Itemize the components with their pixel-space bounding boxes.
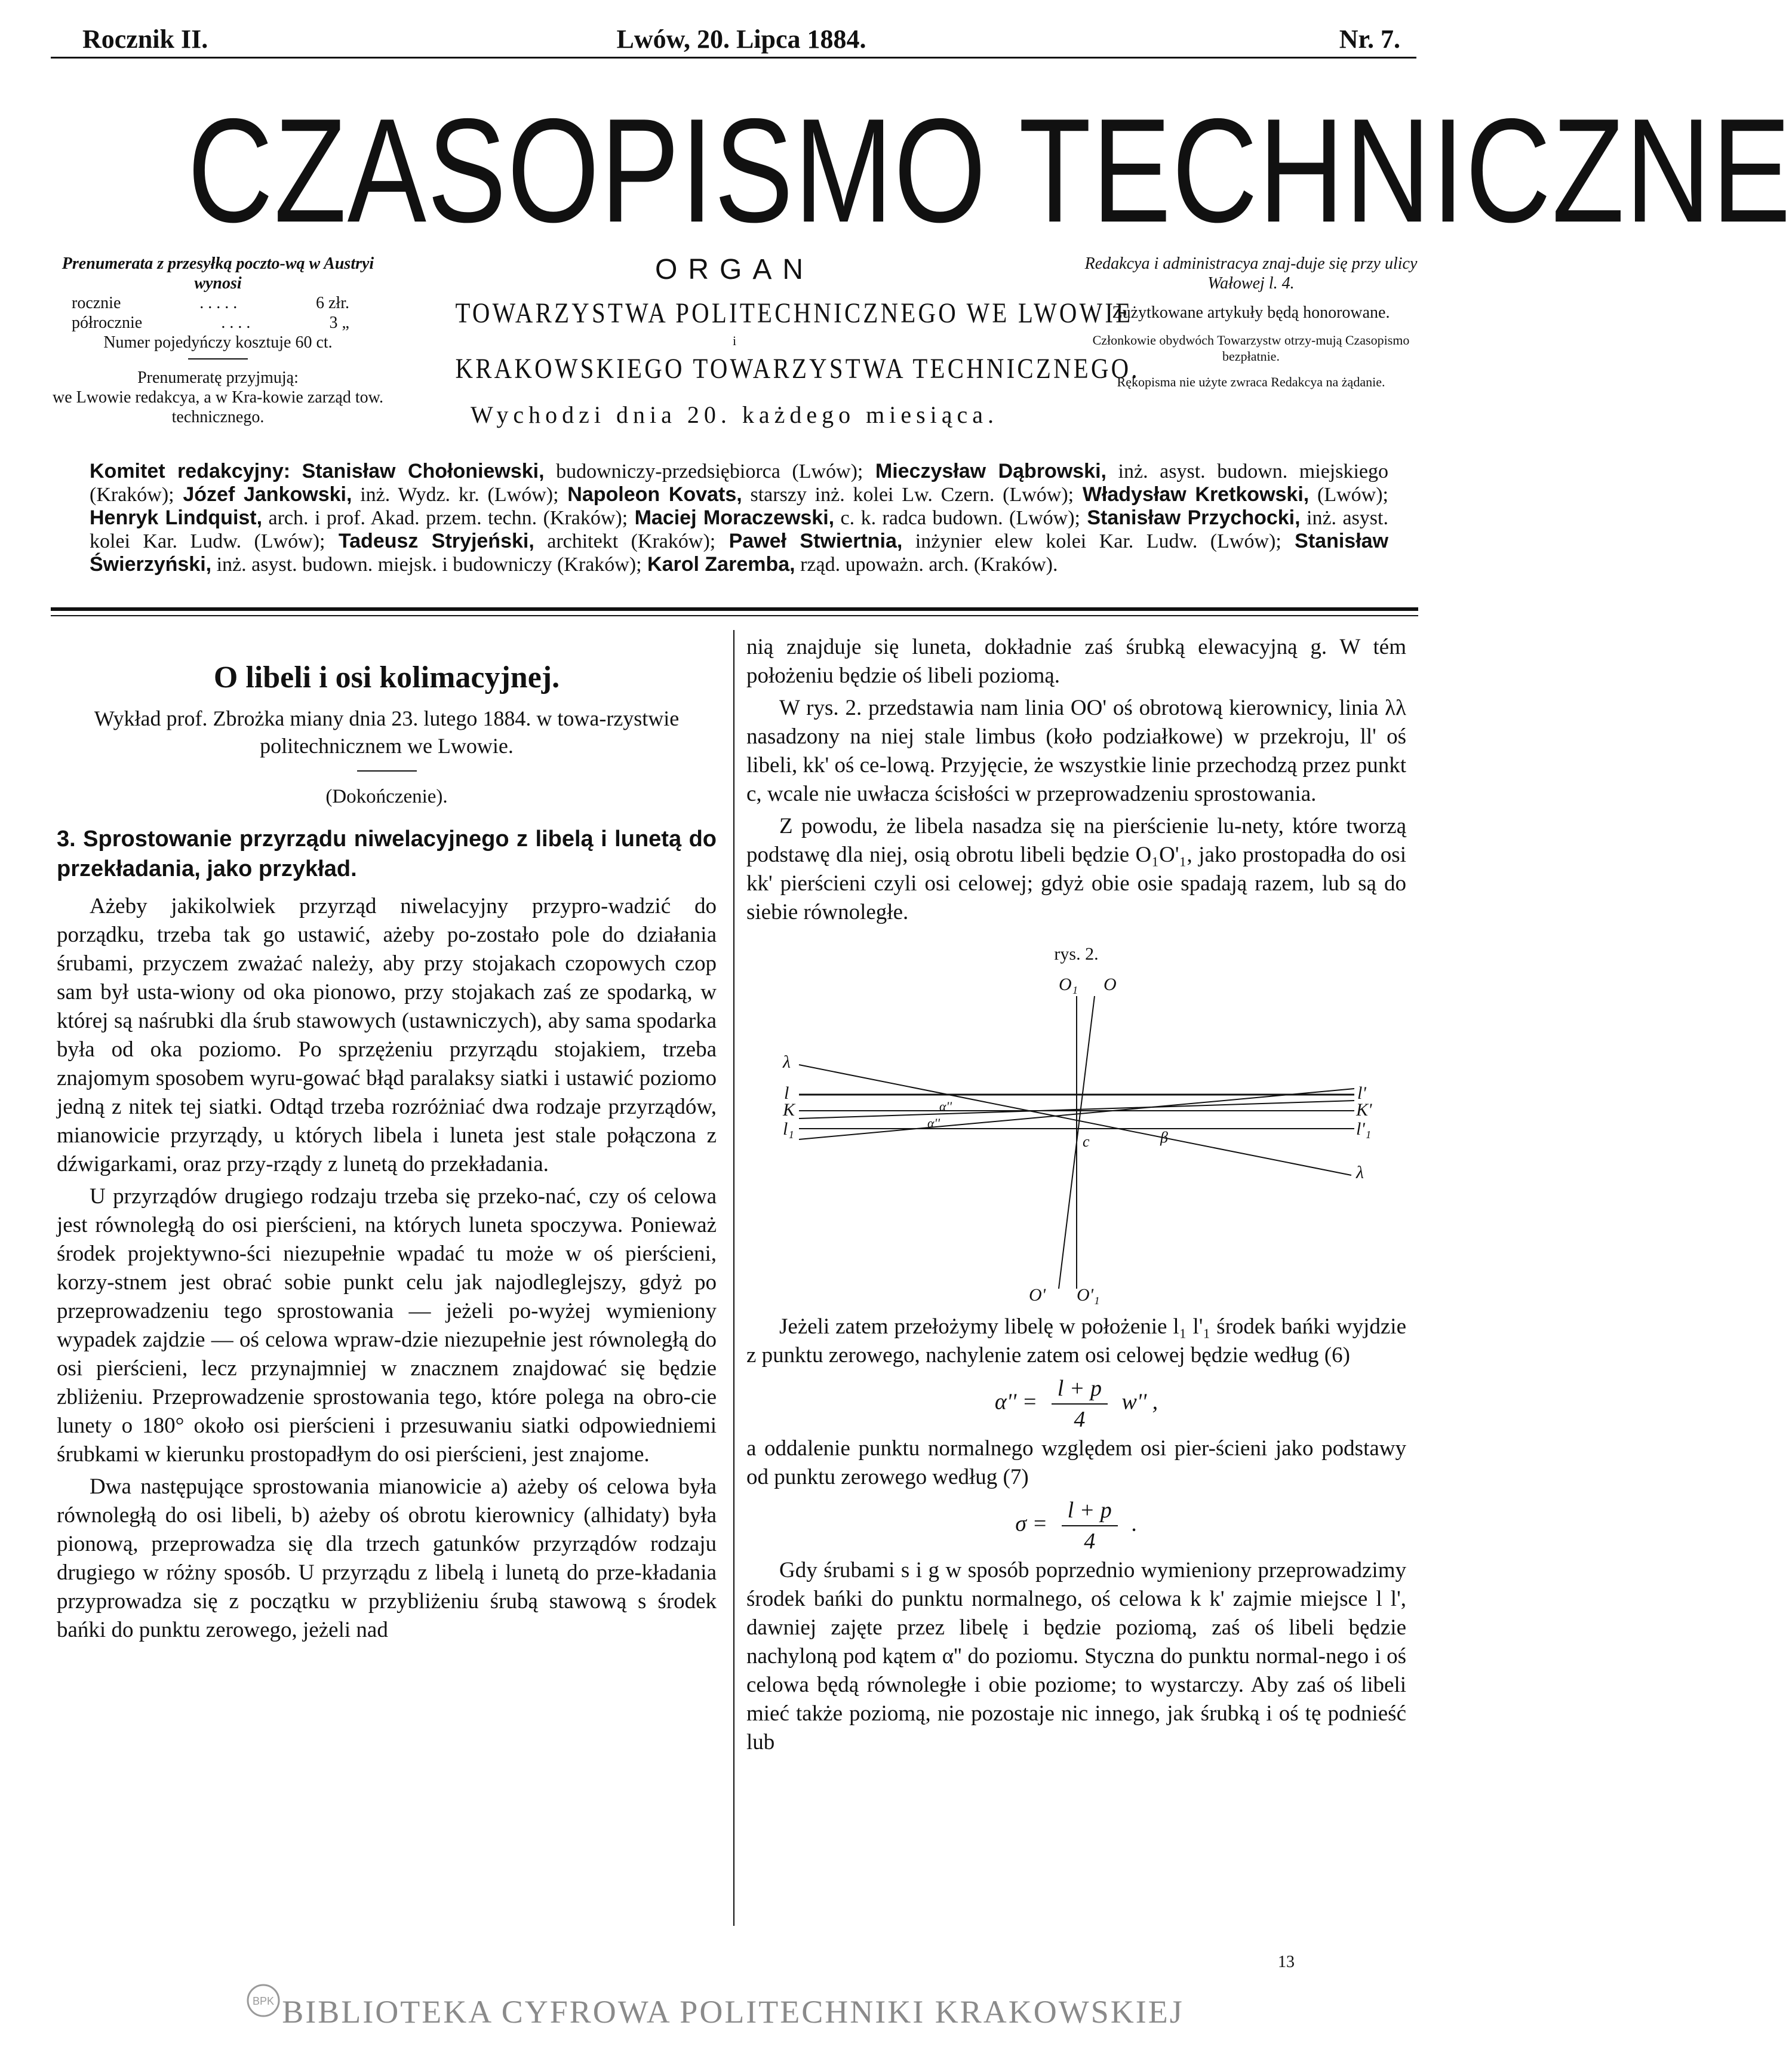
committee-member-desc: architekt (Kraków); (534, 530, 716, 552)
committee-member-desc: inż. asyst. budown. miejskiego (Kraków); (90, 460, 1389, 506)
formula-sigma-rhs: . (1132, 1511, 1138, 1537)
left-column (57, 657, 717, 1648)
committee-member-desc: inż. asyst. budown. miejsk. i budowniczy (Kraków); (211, 554, 642, 576)
left-paragraph: Ażeby jakikolwiek przyrząd niwelacyjny przypro-wadzić do porządku, trzeba tak go ustawić, ażeby po-zostało pole do działania śrubami, przyczem zważać należy, aby przy stojakach czopowych czop sam był usta-wiony od oka pionowo, przy stojakach zaś ze spodarką, w której są naśrubki dla śrub stawowych (ustawniczych), aby sama spodarka była od oka poziomo. Po sprzężeniu przyrządu stojakiem, trzeba znajomym sposobem wyru-gować błąd paralaksy siatki i ustawić poziomo jedną z nitek tej siatki. Odtąd trzeba rozróżniać dwa rodzaje przyrządów, mianowicie przyrządy, u których libela i luneta jest stale połączona z dźwigarkami, oraz przy-rządy z lunetą do przekładania. (57, 894, 717, 1176)
library-logo-text: BPK (252, 1995, 275, 2007)
committee-member-name: Stanisław Przychocki, (1080, 506, 1301, 529)
label-alpha-1: α'' (927, 1116, 940, 1130)
label-l-left: l (783, 1083, 789, 1103)
committee-member-desc: c. k. radca budown. (Lwów); (834, 507, 1080, 529)
organ-society-2: KRAKOWSKIEGO TOWARZYSTWA TECHNICZNEGO. (455, 353, 1140, 385)
committee-member-desc: arch. i prof. Akad. przem. techn. (Kraków); (262, 507, 628, 529)
committee-member (174, 484, 559, 506)
subscription-where: we Lwowie redakcya, a w Kra-kowie zarząd tow. technicznego. (52, 388, 384, 426)
label-lambda-right: λ (1355, 1163, 1364, 1182)
committee-member-name: Napoleon Kovats, (558, 483, 742, 506)
subscription-yearly (51, 293, 385, 313)
yearly-value: 6 złr. (315, 294, 349, 312)
editorial-committee (90, 460, 1388, 576)
right-paragraph: Jeżeli zatem przełożymy libelę w położenie l₁ l'₁ środek bańki wyjdzie z punktu zerowego, nachylenie zatem osi celowej będzie według (6) (746, 1314, 1406, 1368)
subscription-divider (188, 358, 248, 359)
formula-alpha-lhs: α'' = (994, 1389, 1038, 1415)
organ-word: ORGAN (654, 254, 814, 285)
column-divider (733, 630, 734, 1926)
organ-conj: i (732, 333, 737, 348)
committee-member (1074, 484, 1388, 506)
continuation-note: (Dokończenie). (325, 786, 448, 807)
library-footer: BIBLIOTEKA CYFROWA POLITECHNIKI KRAKOWSKIEJ (282, 1994, 1184, 2030)
article-subtitle: Wykład prof. Zbrożka miany dnia 23. lutego 1884. w towa-rzystwie politechnicznem we Lwowie. (94, 706, 680, 758)
right-paragraph: Gdy śrubami s i g w sposób poprzednio wymieniony przeprowadzimy środek bańki do punktu normalnego, oś celowa k k' zajmie miejsce l l', dawniej zajęte przez libelę i będzie poziomą, zaś oś libeli będzie nachyloną pod kątem α'' do poziomu. Styczna do punktu normal-nego i oś celowa będą równoległe i obie poziome; to wystarczy. Aby zaś oś libeli mieć także poziomą, nie pozostaje nic innego, jak śrubką i oś tę podnieść lub (746, 1558, 1406, 1754)
organ-society-1: TOWARZYSTWA POLITECHNICZNEGO WE LWOWIE (455, 297, 1133, 329)
figure-caption: rys. 2. (1054, 944, 1099, 964)
committee-member (628, 507, 1080, 529)
organ-issued: Wychodzi dnia 20. każdego miesiąca. (470, 401, 999, 428)
committee-member (559, 484, 1074, 506)
committee-member-name: Henryk Lindquist, (90, 506, 263, 529)
editorial-members: Członkowie obydwóch Towarzystw otrzy-mują Czasopismo bezpłatnie. (1092, 333, 1410, 364)
title-separator (357, 770, 417, 772)
formula-sigma (746, 1495, 1406, 1556)
masthead-title: CZASOPISMO TECHNICZNE (188, 87, 1792, 253)
committee-label: Komitet redakcyjny: (90, 460, 291, 483)
article-title: O libeli i osi kolimacyjnej. (213, 660, 560, 695)
left-paragraph: Dwa następujące sprostowania mianowicie a) ażeby oś celowa była równoległą do osi libeli, b) ażeby oś obrotu kierownicy (alhidaty) była pionową, przeprowadza się dla trzech gatunków przyrządów rodzaju drugiego w różny sposób. U przyrządu z libelą i lunetą do prze-kładania przyprowadza się z początku w przybliżeniu śrubą stawową s środek bańki do punktu zerowego, jeżeli nad (57, 1474, 717, 1642)
committee-member-desc: inż. asyst. kolei Kar. Ludw. (Lwów); (90, 507, 1388, 552)
label-beta: β (1160, 1129, 1168, 1146)
issue-number: Nr. 7. (1339, 24, 1400, 54)
editorial-paid: Zużytkowane artykuły będą honorowane. (1112, 303, 1390, 322)
label-l-right: l' (1357, 1083, 1366, 1103)
committee-member-desc: inżynier elew kolei Kar. Ludw. (Lwów); (902, 530, 1281, 552)
committee-member-name: Mieczysław Dąbrowski, (863, 460, 1106, 483)
label-o-bottom: O' (1028, 1285, 1046, 1305)
committee-member-name: Władysław Kretkowski, (1074, 483, 1310, 506)
label-c: c (1082, 1133, 1090, 1150)
formula-sigma-lhs: σ = (1015, 1511, 1048, 1537)
subscription-accept: Prenumeratę przyjmują: (137, 368, 299, 387)
committee-member-desc: budowniczy-przedsiębiorca (Lwów); (544, 460, 863, 483)
committee-member-desc: starszy inż. kolei Lw. Czern. (Lwów); (742, 484, 1074, 506)
label-o1-top: O₁ (1058, 975, 1078, 994)
half-dots: . . . . (221, 314, 251, 332)
label-o1-bottom: O'₁ (1076, 1285, 1100, 1305)
figure-diagram (778, 972, 1375, 1307)
label-l1-left: l₁ (782, 1119, 794, 1139)
single-price: Numer pojedyńczy kosztuje 60 ct. (103, 333, 333, 352)
committee-member (715, 530, 1281, 552)
subscription-half (51, 313, 385, 333)
formula-alpha-num: l + p (1052, 1373, 1108, 1405)
formula-alpha-rhs: w'' , (1121, 1389, 1158, 1415)
label-lambda-left: λ (782, 1052, 791, 1072)
section-heading: 3. Sprostowanie przyrządu niwelacyjnego z libelą i lunetą do przekładania, jako przykład. (57, 826, 717, 881)
half-label: półrocznie (72, 314, 143, 332)
thick-rule (51, 607, 1418, 611)
formula-sigma-den: 4 (1084, 1529, 1096, 1554)
right-column (746, 633, 1406, 1760)
formula-alpha (746, 1373, 1406, 1434)
editorial-box (1084, 254, 1418, 400)
right-paragraph: a oddalenie punktu normalnego względem osi pier-ścieni jako podstawy od punktu zerowego według (7) (746, 1436, 1406, 1489)
half-value: 3 „ (329, 314, 349, 332)
editorial-address: Redakcya i administracya znaj-duje się przy ulicy Wałowej l. 4. (1084, 254, 1418, 293)
committee-member-desc: (Lwów); (1309, 484, 1388, 506)
label-o-top: O (1103, 975, 1117, 994)
label-k-right: K' (1355, 1100, 1372, 1120)
issue-header (76, 17, 1406, 59)
editorial-manuscripts: Rękopisma nie użyte zwraca Redakcya na żądanie. (1117, 374, 1385, 389)
committee-member-name: Tadeusz Stryjeński, (325, 530, 534, 552)
volume-label: Rocznik II. (82, 24, 208, 54)
subscription-intro: Prenumerata z przesyłką poczto-wą w Austryi wynosi (62, 254, 374, 293)
committee-member-name: Stanisław Świerzyński, (90, 530, 1389, 576)
committee-member-desc: inż. Wydz. kr. (Lwów); (352, 484, 559, 506)
committee-member-name: Maciej Moraczewski, (628, 506, 835, 529)
committee-member-name: Paweł Stwiertnia, (715, 530, 903, 552)
committee-member (642, 554, 1058, 576)
committee-member (325, 530, 716, 552)
label-alpha-2: α'' (939, 1099, 952, 1114)
label-l1-right: l'₁ (1355, 1119, 1371, 1139)
committee-member-name: Józef Jankowski, (174, 483, 352, 506)
page-number: 13 (1278, 1953, 1295, 1971)
right-paragraph: W rys. 2. przedstawia nam linia OO' oś obrotową kierownicy, linia λλ nasadzony na niej stale limbus (koło podziałkowe) w przekroju, ll' oś libeli, kk' oś ce-lową. Przyjęcie, że wszystkie linie przechodzą przez punkt c, wcale nie uwłacza ścisłości w przeprowadzeniu sprostowania. (746, 696, 1406, 806)
yearly-dots: . . . . . (199, 294, 238, 312)
left-paragraph: U przyrządów drugiego rodzaju trzeba się przeko-nać, czy oś celowa jest równoległą do osi pierścieni, na których luneta spoczywa. Ponieważ środek projektywno-ści niezupełnie wpadać tu może w oś pierścieni, korzy-stnem jest obrać sobie punkt celu jak najodleglejszy, gdyż po przeprowadzeniu tego sprostowania — jeżeli po-wyżej wymieniony wypadek zajdzie — oś celowa wpraw-dzie niezupełnie jest równoległą do osi pierścieni, lecz przynajmniej w znacznem znajdować się będzie zbliżeniu. Przeprowadzenie sprostowania tego, które polega na obro-cie lunety o 180° około osi pierścieni i przesuwaniu siatki odpowiedniemi śrubkami w kierunku prostopadłym do osi pierścieni, jest znajome. (57, 1184, 717, 1467)
committee-member-desc: rząd. upoważn. arch. (Kraków). (795, 554, 1058, 576)
label-k-left: K (782, 1100, 795, 1120)
right-paragraph: nią znajduje się luneta, dokładnie zaś śrubką elewacyjną g. W tém położeniu będzie oś libeli poziomą. (746, 635, 1406, 688)
formula-alpha-den: 4 (1074, 1407, 1086, 1432)
yearly-label: rocznie (72, 294, 121, 312)
organ-block (406, 254, 1140, 429)
place-date: Lwów, 20. Lipca 1884. (616, 24, 866, 54)
thin-rule (51, 615, 1418, 616)
right-paragraph: Z powodu, że libela nasadza się na pierścienie lu-nety, które tworzą podstawę dla niej, osią obrotu libeli będzie O₁O'₁, jako prostopadła do osi kk' pierścieni czyli osi celowej; gdyż obie osie spadają razem, lub są do siebie równoległe. (746, 814, 1406, 924)
committee-member-name: Karol Zaremba, (641, 553, 795, 576)
committee-member-name: Stanisław Chołoniewski, (302, 460, 545, 483)
header-rule (51, 57, 1416, 59)
committee-member (302, 460, 863, 483)
formula-sigma-num: l + p (1062, 1495, 1118, 1526)
subscription-box (51, 254, 385, 427)
committee-member (90, 507, 628, 529)
